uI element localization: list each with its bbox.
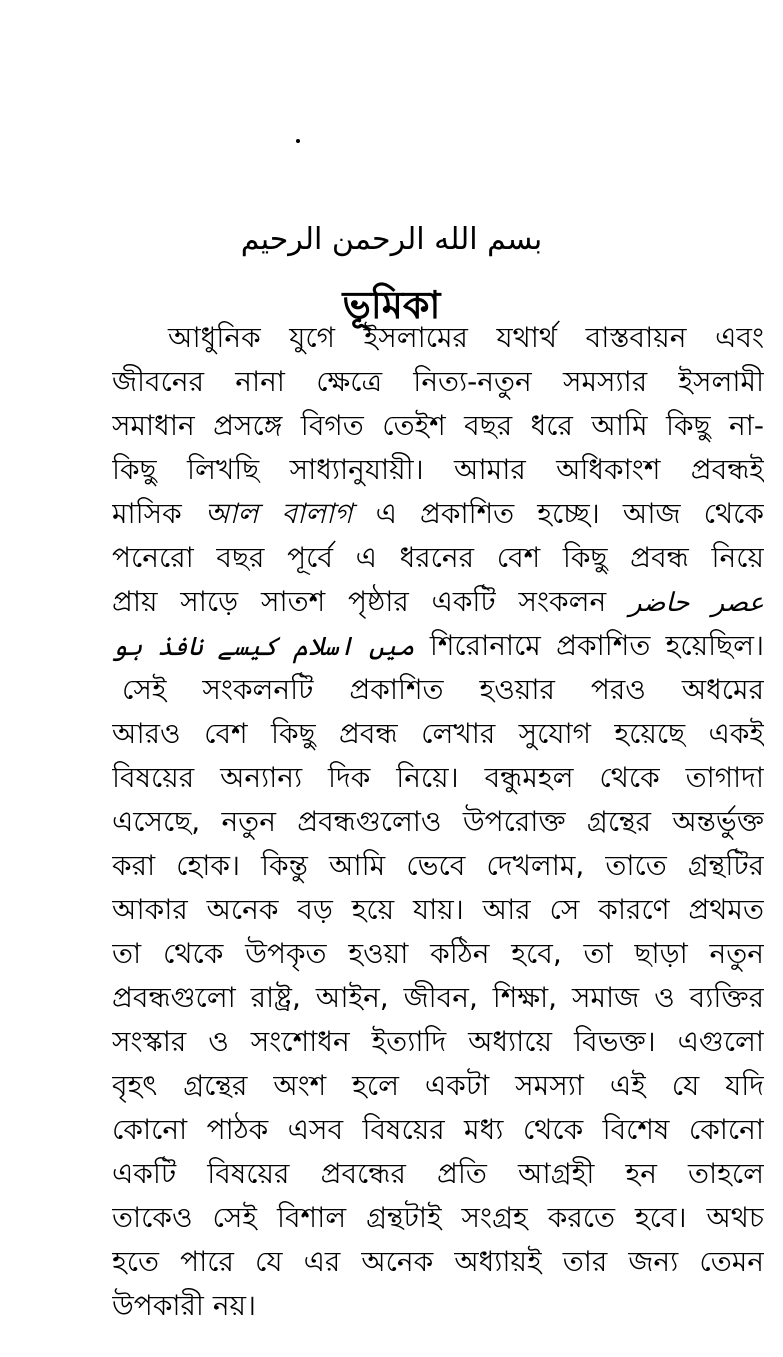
text-line: তা থেকে উপকৃত হওয়া কঠিন হবে, তা ছাড়া নতুন <box>112 937 764 970</box>
text-line: তাকেও সেই বিশাল গ্রন্থটাই সংগ্রহ করতে হবে। অথচ <box>112 1201 764 1234</box>
text-line: উপকারী নয়। <box>112 1289 257 1322</box>
text-line: আকার অনেক বড় হয়ে যায়। আর সে কারণে প্রথমত <box>112 893 764 926</box>
text-line: বৃহৎ গ্রন্থের অংশ হলে একটা সমস্যা এই যে যদি <box>112 1069 764 1102</box>
urdu-title-part1: عصر حاضر <box>629 588 764 618</box>
text-line: একটি বিষয়ের প্রবন্ধের প্রতি আগ্রহী হন তাহলে <box>112 1157 764 1190</box>
text-line: প্রবন্ধগুলো রাষ্ট্র, আইন, জীবন, শিক্ষা, সমাজ ও ব্যক্তির <box>112 981 764 1014</box>
text-fragment: এ প্রকাশিত হচ্ছে। আজ থেকে <box>375 497 764 530</box>
text-line: জীবনের নানা ক্ষেত্রে নিত্য-নতুন সমস্যার ইসলামী <box>112 365 764 398</box>
text-line: করা হোক। কিন্তু আমি ভেবে দেখলাম, তাতে গ্রন্থটির <box>112 849 764 882</box>
urdu-title-part2: میں اسلام کیسے نافذ ہو <box>112 632 415 662</box>
stray-dot <box>296 139 300 143</box>
text-fragment: শিরোনামে প্রকাশিত হয়েছিল। <box>429 629 764 662</box>
text-line <box>112 580 764 624</box>
text-line: সেই সংকলনটি প্রকাশিত হওয়ার পরও অধমের <box>122 673 764 706</box>
text-line: আধুনিক যুগে ইসলামের যথার্থ বাস্তবায়ন এবং <box>168 321 764 354</box>
page-title: ভূমিকা <box>342 283 441 327</box>
text-line: কোনো পাঠক এসব বিষয়ের মধ্য থেকে বিশেষ কোনো <box>112 1113 764 1146</box>
text-line: বিষয়ের অন্যান্য দিক নিয়ে। বন্ধুমহল থেকে তাগাদা <box>112 761 764 794</box>
text-line: এসেছে, নতুন প্রবন্ধগুলোও উপরোক্ত গ্রন্থের অন্তর্ভুক্ত <box>112 805 764 838</box>
bismillah-heading: بسم الله الرحمن الرحيم <box>240 222 543 257</box>
text-line: সমাধান প্রসঙ্গে বিগত তেইশ বছর ধরে আমি কিছু না- <box>112 409 764 442</box>
page-body <box>112 316 764 1328</box>
text-fragment: মাসিক <box>112 497 182 530</box>
text-line: হতে পারে যে এর অনেক অধ্যায়ই তার জন্য তেমন <box>112 1245 764 1278</box>
text-line <box>112 492 764 536</box>
text-line: সংস্কার ও সংশোধন ইত্যাদি অধ্যায়ে বিভক্ত। এগুলো <box>112 1025 764 1058</box>
text-line: আরও বেশ কিছু প্রবন্ধ লেখার সুযোগ হয়েছে একই <box>112 717 764 750</box>
text-line: পনেরো বছর পূর্বে এ ধরনের বেশ কিছু প্রবন্ধ নিয়ে <box>112 541 764 574</box>
text-fragment: প্রায় সাড়ে সাতশ পৃষ্ঠার একটি সংকলন <box>112 585 607 618</box>
magazine-name: আল বালাগ <box>204 497 353 530</box>
text-line: কিছু লিখছি সাধ্যানুযায়ী। আমার অধিকাংশ প্রবন্ধই <box>112 453 764 486</box>
text-line <box>112 624 764 668</box>
